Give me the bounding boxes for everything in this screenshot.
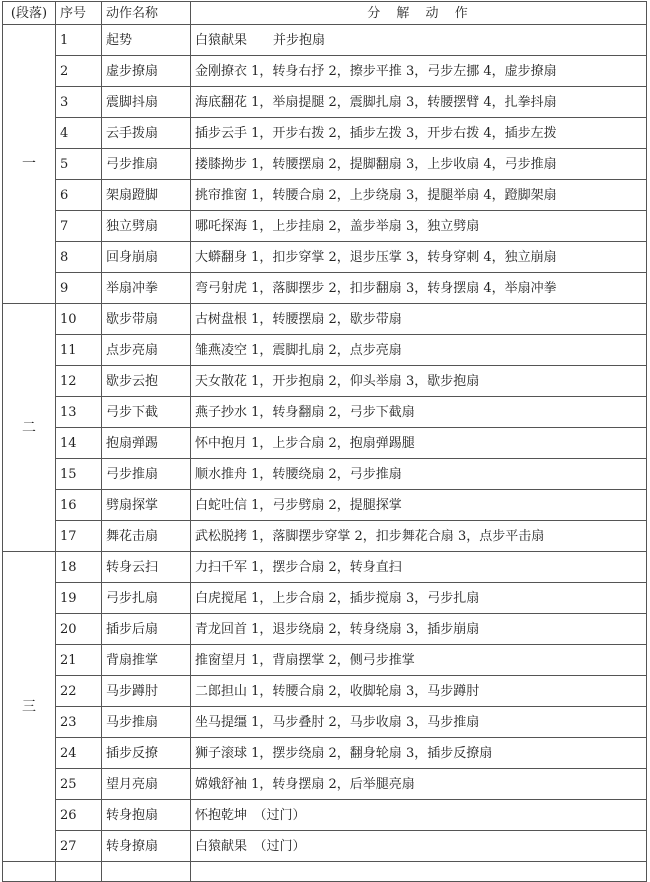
table-row	[3, 211, 647, 242]
table-row	[3, 614, 647, 645]
move-name: 转身撩扇	[102, 831, 191, 862]
move-name: 转身抱扇	[102, 800, 191, 831]
table-row	[3, 180, 647, 211]
move-name: 歇步带扇	[102, 304, 191, 335]
row-number: 22	[56, 676, 102, 707]
header-section: (段落)	[3, 2, 56, 25]
table-row	[3, 335, 647, 366]
row-number: 24	[56, 738, 102, 769]
move-breakdown: 燕子抄水 1，转身翻扇 2，弓步下截扇	[191, 397, 647, 428]
move-name: 架扇蹬脚	[102, 180, 191, 211]
move-breakdown: 白猿献果 （过门）	[191, 831, 647, 862]
move-breakdown: 金刚撩衣 1，转身右抒 2，擦步平推 3，弓步左挪 4，虚步撩扇	[191, 56, 647, 87]
row-number: 2	[56, 56, 102, 87]
move-breakdown: 大蟒翻身 1，扣步穿掌 2，退步压掌 3，转身穿刺 4，独立崩扇	[191, 242, 647, 273]
blank-cell	[3, 862, 56, 882]
move-name: 马步推扇	[102, 707, 191, 738]
row-number: 6	[56, 180, 102, 211]
move-breakdown: 搂膝拗步 1，转腰摆扇 2，提脚翻扇 3，上步收扇 4，弓步推扇	[191, 149, 647, 180]
row-number: 25	[56, 769, 102, 800]
move-name: 马步蹲肘	[102, 676, 191, 707]
section-label: 二	[3, 304, 56, 552]
table-body	[3, 25, 647, 882]
row-number: 17	[56, 521, 102, 552]
row-number: 4	[56, 118, 102, 149]
move-name: 虚步撩扇	[102, 56, 191, 87]
move-name: 举扇冲拳	[102, 273, 191, 304]
row-number: 14	[56, 428, 102, 459]
row-number: 20	[56, 614, 102, 645]
move-breakdown: 怀抱乾坤 （过门）	[191, 800, 647, 831]
table-row	[3, 273, 647, 304]
section-label: 一	[3, 25, 56, 304]
blank-cell	[191, 862, 647, 882]
move-breakdown: 狮子滚球 1，摆步绕扇 2，翻身轮扇 3，插步反撩扇	[191, 738, 647, 769]
table-row	[3, 583, 647, 614]
table-row	[3, 769, 647, 800]
move-breakdown: 武松脱拷 1，落脚摆步穿掌 2，扣步舞花合扇 3，点步平击扇	[191, 521, 647, 552]
move-name: 独立劈扇	[102, 211, 191, 242]
header-row	[3, 2, 647, 25]
table-row	[3, 304, 647, 335]
row-number: 11	[56, 335, 102, 366]
table-row	[3, 397, 647, 428]
move-name: 弓步下截	[102, 397, 191, 428]
move-name: 弓步推扇	[102, 459, 191, 490]
table-row-blank	[3, 862, 647, 882]
move-breakdown: 青龙回首 1，退步绕扇 2，转身绕扇 3，插步崩扇	[191, 614, 647, 645]
move-breakdown: 白虎搅尾 1，上步合扇 2，插步搅扇 3，弓步扎扇	[191, 583, 647, 614]
table-row	[3, 645, 647, 676]
row-number: 19	[56, 583, 102, 614]
move-breakdown: 插步云手 1，开步右拨 2，插步左拨 3，开步右拨 4，插步左拨	[191, 118, 647, 149]
table-row	[3, 87, 647, 118]
table-row	[3, 366, 647, 397]
move-name: 舞花击扇	[102, 521, 191, 552]
row-number: 16	[56, 490, 102, 521]
move-name: 转身云扫	[102, 552, 191, 583]
move-breakdown: 嫦娥舒袖 1，转身摆扇 2，后举腿亮扇	[191, 769, 647, 800]
move-name: 插步反撩	[102, 738, 191, 769]
table-row	[3, 118, 647, 149]
table-row	[3, 428, 647, 459]
move-breakdown: 坐马提缰 1，马步叠肘 2，马步收扇 3，马步推扇	[191, 707, 647, 738]
move-breakdown: 海底翻花 1，举扇提腿 2，震脚扎扇 3，转腰摆臂 4，扎拳抖扇	[191, 87, 647, 118]
table-row	[3, 738, 647, 769]
header-breakdown: 分 解 动 作	[191, 2, 647, 25]
blank-cell	[56, 862, 102, 882]
section-label: 三	[3, 552, 56, 862]
move-breakdown: 挑帘推窗 1，转腰合扇 2，上步绕扇 3，提腿举扇 4，蹬脚架扇	[191, 180, 647, 211]
row-number: 7	[56, 211, 102, 242]
row-number: 1	[56, 25, 102, 56]
move-name: 点步亮扇	[102, 335, 191, 366]
move-name: 背扇推掌	[102, 645, 191, 676]
header-number: 序号	[56, 2, 102, 25]
move-breakdown: 弯弓射虎 1，落脚摆步 2，扣步翻扇 3，转身摆扇 4，举扇冲拳	[191, 273, 647, 304]
table-row	[3, 552, 647, 583]
move-breakdown: 怀中抱月 1，上步合扇 2，抱扇弹踢腿	[191, 428, 647, 459]
row-number: 3	[56, 87, 102, 118]
move-name: 插步后扇	[102, 614, 191, 645]
table-row	[3, 242, 647, 273]
row-number: 23	[56, 707, 102, 738]
row-number: 5	[56, 149, 102, 180]
row-number: 27	[56, 831, 102, 862]
move-breakdown: 顺水推舟 1，转腰绕扇 2，弓步推扇	[191, 459, 647, 490]
table-row	[3, 490, 647, 521]
move-name: 云手拨扇	[102, 118, 191, 149]
row-number: 8	[56, 242, 102, 273]
row-number: 9	[56, 273, 102, 304]
row-number: 13	[56, 397, 102, 428]
table-row	[3, 25, 647, 56]
blank-cell	[102, 862, 191, 882]
table-row	[3, 459, 647, 490]
row-number: 15	[56, 459, 102, 490]
row-number: 12	[56, 366, 102, 397]
table-row	[3, 521, 647, 552]
move-breakdown: 白猿献果 并步抱扇	[191, 25, 647, 56]
movement-table	[2, 1, 647, 882]
row-number: 26	[56, 800, 102, 831]
table-row	[3, 56, 647, 87]
move-name: 震脚抖扇	[102, 87, 191, 118]
header-move-name: 动作名称	[102, 2, 191, 25]
move-breakdown: 推窗望月 1，背扇摆掌 2，侧弓步推掌	[191, 645, 647, 676]
move-breakdown: 力扫千军 1，摆步合扇 2，转身直扫	[191, 552, 647, 583]
move-name: 弓步扎扇	[102, 583, 191, 614]
table-row	[3, 831, 647, 862]
move-breakdown: 哪吒探海 1，上步挂扇 2，盖步举扇 3，独立劈扇	[191, 211, 647, 242]
move-name: 回身崩扇	[102, 242, 191, 273]
table-row	[3, 676, 647, 707]
row-number: 10	[56, 304, 102, 335]
move-name: 抱扇弹踢	[102, 428, 191, 459]
move-name: 劈扇探掌	[102, 490, 191, 521]
row-number: 21	[56, 645, 102, 676]
table-row	[3, 707, 647, 738]
move-name: 望月亮扇	[102, 769, 191, 800]
move-name: 起势	[102, 25, 191, 56]
move-breakdown: 白蛇吐信 1，弓步劈扇 2，提腿探掌	[191, 490, 647, 521]
move-breakdown: 雏燕凌空 1，震脚扎扇 2，点步亮扇	[191, 335, 647, 366]
move-breakdown: 古树盘根 1，转腰摆扇 2，歇步带扇	[191, 304, 647, 335]
move-name: 歇步云抱	[102, 366, 191, 397]
table-row	[3, 800, 647, 831]
move-name: 弓步推扇	[102, 149, 191, 180]
table-row	[3, 149, 647, 180]
move-breakdown: 二郎担山 1，转腰合扇 2，收脚轮扇 3，马步蹲肘	[191, 676, 647, 707]
move-breakdown: 天女散花 1，开步抱扇 2，仰头举扇 3，歇步抱扇	[191, 366, 647, 397]
row-number: 18	[56, 552, 102, 583]
